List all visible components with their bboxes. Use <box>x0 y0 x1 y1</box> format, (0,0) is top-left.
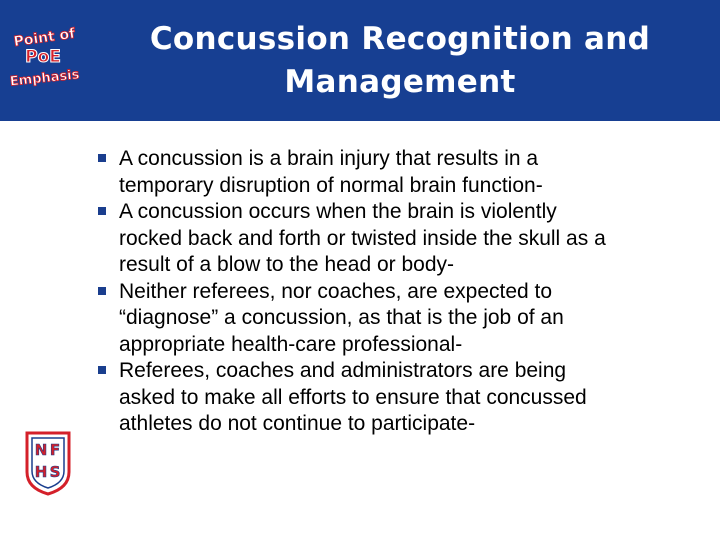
svg-text:F: F <box>49 441 61 459</box>
bullet-line: athletes do not continue to participate- <box>119 412 476 435</box>
nfhs-logo-icon <box>24 430 72 496</box>
svg-text:N: N <box>34 441 48 459</box>
slide-title <box>100 18 700 104</box>
bullet-item <box>98 146 688 199</box>
bullet-list <box>98 146 688 438</box>
bullet-item <box>98 279 688 359</box>
slide-header <box>0 0 720 121</box>
point-of-emphasis-logo-icon <box>6 24 84 90</box>
bullet-line: A concussion is a brain injury that results in a <box>119 147 539 170</box>
svg-text:H: H <box>34 463 48 481</box>
bullet-line: “diagnose” a concussion, as that is the job of an <box>119 306 564 329</box>
slide-title-line2: Management <box>284 64 516 100</box>
bullet-line: result of a blow to the head or body- <box>119 253 455 276</box>
bullet-line: rocked back and forth or twisted inside the skull as a <box>119 226 606 250</box>
bullet-line: asked to make all efforts to ensure that concussed <box>119 385 587 409</box>
bullet-line: temporary disruption of normal brain function- <box>119 173 543 197</box>
poe-logo-line2: PoE <box>25 47 61 67</box>
bullet-line: Neither referees, nor coaches, are expected to <box>119 279 553 303</box>
poe-logo-line3: Emphasis <box>9 67 81 90</box>
square-bullet-icon <box>98 287 106 295</box>
square-bullet-icon <box>98 366 106 374</box>
bullet-line: appropriate health-care professional- <box>119 332 463 356</box>
bullet-item <box>98 358 688 438</box>
bullet-item <box>98 199 688 279</box>
square-bullet-icon <box>98 207 106 215</box>
bullet-line: A concussion occurs when the brain is violently <box>119 200 557 223</box>
square-bullet-icon <box>98 154 106 162</box>
poe-logo-line1: Point of <box>12 25 77 51</box>
slide-title-line1: Concussion Recognition and <box>149 21 651 57</box>
svg-text:S: S <box>49 463 61 481</box>
bullet-line: Referees, coaches and administrators are being <box>119 359 567 382</box>
